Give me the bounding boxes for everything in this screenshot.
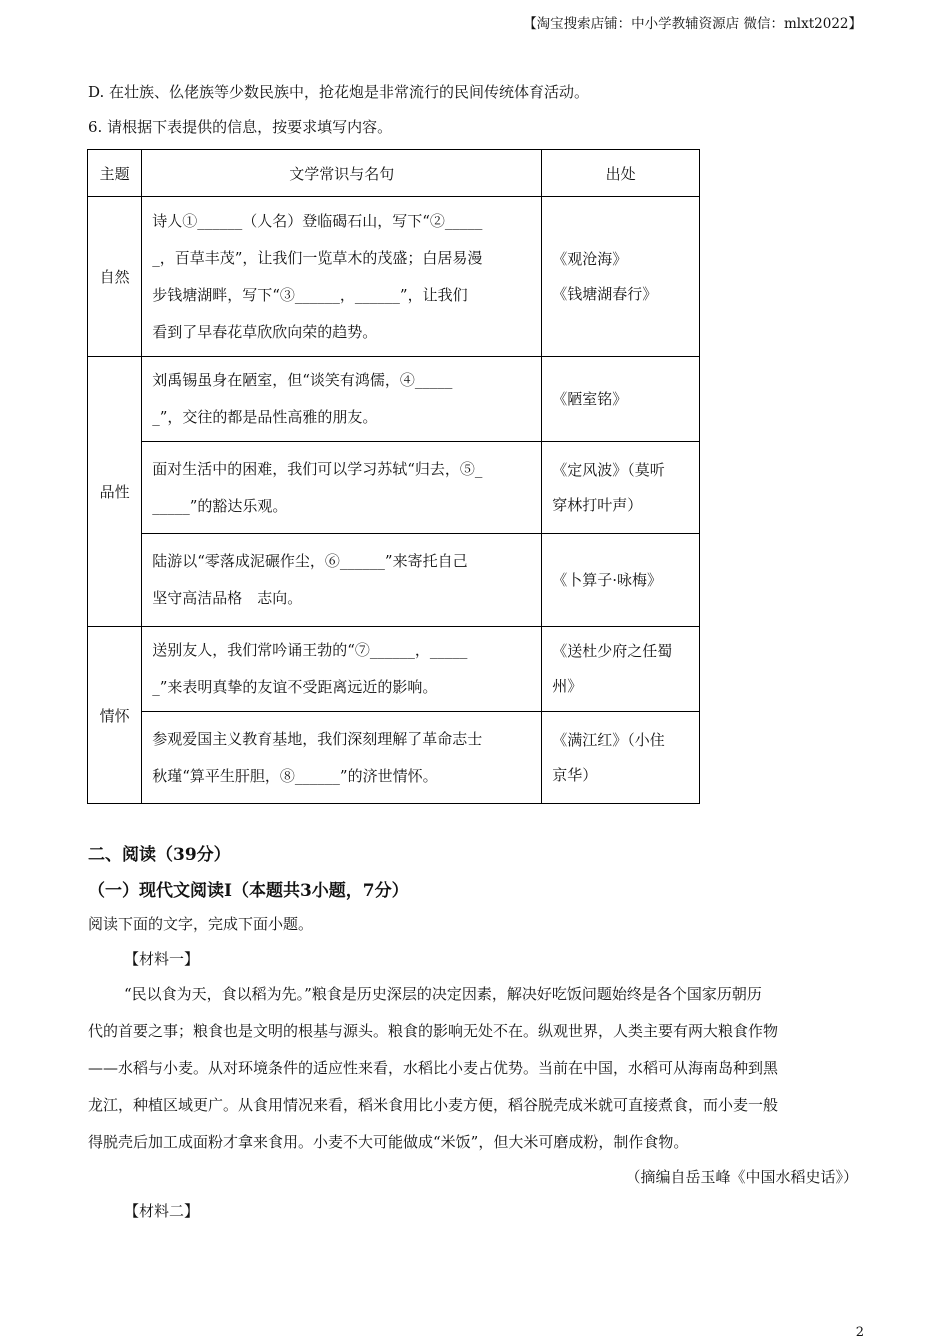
source-cell — [542, 627, 700, 712]
table-row — [88, 197, 700, 357]
section-2-title: 二、阅读（39分） — [88, 845, 231, 865]
option-d: D. 在壮族、仫佬族等少数民族中，抢花炮是非常流行的民间传统体育活动。 — [88, 83, 590, 101]
text-line: 陆游以“零落成泥碾作尘，⑥______”来寄托自己 — [152, 552, 468, 570]
text-line: 面对生活中的困难，我们可以学习苏轼“归去，⑤_ — [152, 459, 483, 478]
header-source: 出处 — [542, 150, 700, 197]
header-note: 【淘宝搜索店铺：中小学教辅资源店 微信：mlxt2022】 — [523, 16, 862, 32]
source-cell — [542, 534, 700, 627]
text-line: 坚守高洁品格 志向。 — [152, 589, 303, 607]
theme-cell: 自然 — [88, 197, 142, 357]
knowledge-cell — [142, 627, 542, 712]
source-cell — [542, 712, 700, 804]
source-line: 《观沧海》 — [552, 249, 628, 268]
theme-cell: 品性 — [88, 357, 142, 627]
source-line: 《钱塘湖春行》 — [552, 284, 658, 303]
text-line: 看到了早春花草欣欣向荣的趋势。 — [152, 322, 378, 341]
source-cell — [542, 442, 700, 534]
knowledge-cell — [142, 197, 542, 357]
source-line: 《卜算子·咏梅》 — [552, 570, 662, 589]
text-line: 步钱塘湖畔，写下“③______，______”，让我们 — [152, 285, 468, 304]
source-line: 《陋室铭》 — [552, 389, 628, 408]
source-line: 京华） — [552, 765, 598, 784]
text-line: _”来表明真挚的友谊不受距离远近的影响。 — [152, 678, 438, 696]
source-cell — [542, 197, 700, 357]
text-line: 送别友人，我们常吟诵王勃的“⑦______，_____ — [152, 641, 468, 659]
source-line: 《满江红》（小住 — [552, 730, 665, 749]
material-1-line: 龙江，种植区域更广。从食用情况来看，稻米食用比小麦方便，稻谷脱壳成米就可直接煮食，而小麦一般 — [88, 1096, 779, 1114]
material-2-label: 【材料二】 — [124, 1202, 200, 1220]
header-theme: 主题 — [88, 150, 142, 197]
instruction: 阅读下面的文字，完成下面小题。 — [88, 915, 314, 933]
text-line: 秋瑾“算平生肝胆，⑧______”的济世情怀。 — [152, 766, 438, 785]
text-line: _，百草丰茂”，让我们一览草木的茂盛；白居易漫 — [152, 248, 483, 267]
header-knowledge: 文学常识与名句 — [142, 150, 542, 197]
material-1-line: 代的首要之事；粮食也是文明的根基与源头。粮食的影响无处不在。纵观世界，人类主要有两大粮食作物 — [88, 1022, 779, 1040]
table-row — [88, 627, 700, 712]
knowledge-cell — [142, 442, 542, 534]
text-line: _____”的豁达乐观。 — [152, 496, 288, 515]
subsection-1-title: （一）现代文阅读Ⅰ（本题共3小题，7分） — [88, 881, 409, 901]
theme-cell: 情怀 — [88, 627, 142, 804]
source-line: 《定风波》（莫听 — [552, 460, 665, 479]
table-row — [88, 712, 700, 804]
material-1-line: ——水稻与小麦。从对环境条件的适应性来看，水稻比小麦占优势。当前在中国，水稻可从海南岛种到黑 — [88, 1059, 779, 1077]
knowledge-cell — [142, 534, 542, 627]
page-number: 2 — [855, 1325, 864, 1340]
material-1-line: “民以食为天，食以稻为先。”粮食是历史深层的决定因素，解决好吃饭问题始终是各个国家历朝历 — [124, 985, 762, 1003]
text-line: 参观爱国主义教育基地，我们深刻理解了革命志士 — [152, 729, 483, 748]
question-6: 6. 请根据下表提供的信息，按要求填写内容。 — [88, 118, 393, 136]
literature-table — [87, 149, 700, 804]
table-row — [88, 357, 700, 442]
text-line: _”，交往的都是品性高雅的朋友。 — [152, 408, 378, 426]
knowledge-cell — [142, 712, 542, 804]
table-row — [88, 442, 700, 534]
material-1-label: 【材料一】 — [124, 950, 200, 968]
knowledge-cell — [142, 357, 542, 442]
text-line: 刘禹锡虽身在陋室，但“谈笑有鸿儒，④_____ — [152, 371, 453, 389]
text-line: 诗人①______（人名）登临碣石山，写下“②_____ — [152, 211, 483, 230]
source-line: 《送杜少府之任蜀 — [552, 642, 673, 660]
source-cell — [542, 357, 700, 442]
material-1-line: 得脱壳后加工成面粉才拿来食用。小麦不大可能做成“米饭”，但大米可磨成粉，制作食物。 — [88, 1133, 689, 1151]
source-line: 穿林打叶声） — [552, 495, 643, 514]
table-row — [88, 534, 700, 627]
source-line: 州》 — [552, 677, 583, 695]
material-1-citation: （摘编自岳玉峰《中国水稻史话》） — [625, 1168, 858, 1186]
table-header-row — [88, 150, 700, 197]
